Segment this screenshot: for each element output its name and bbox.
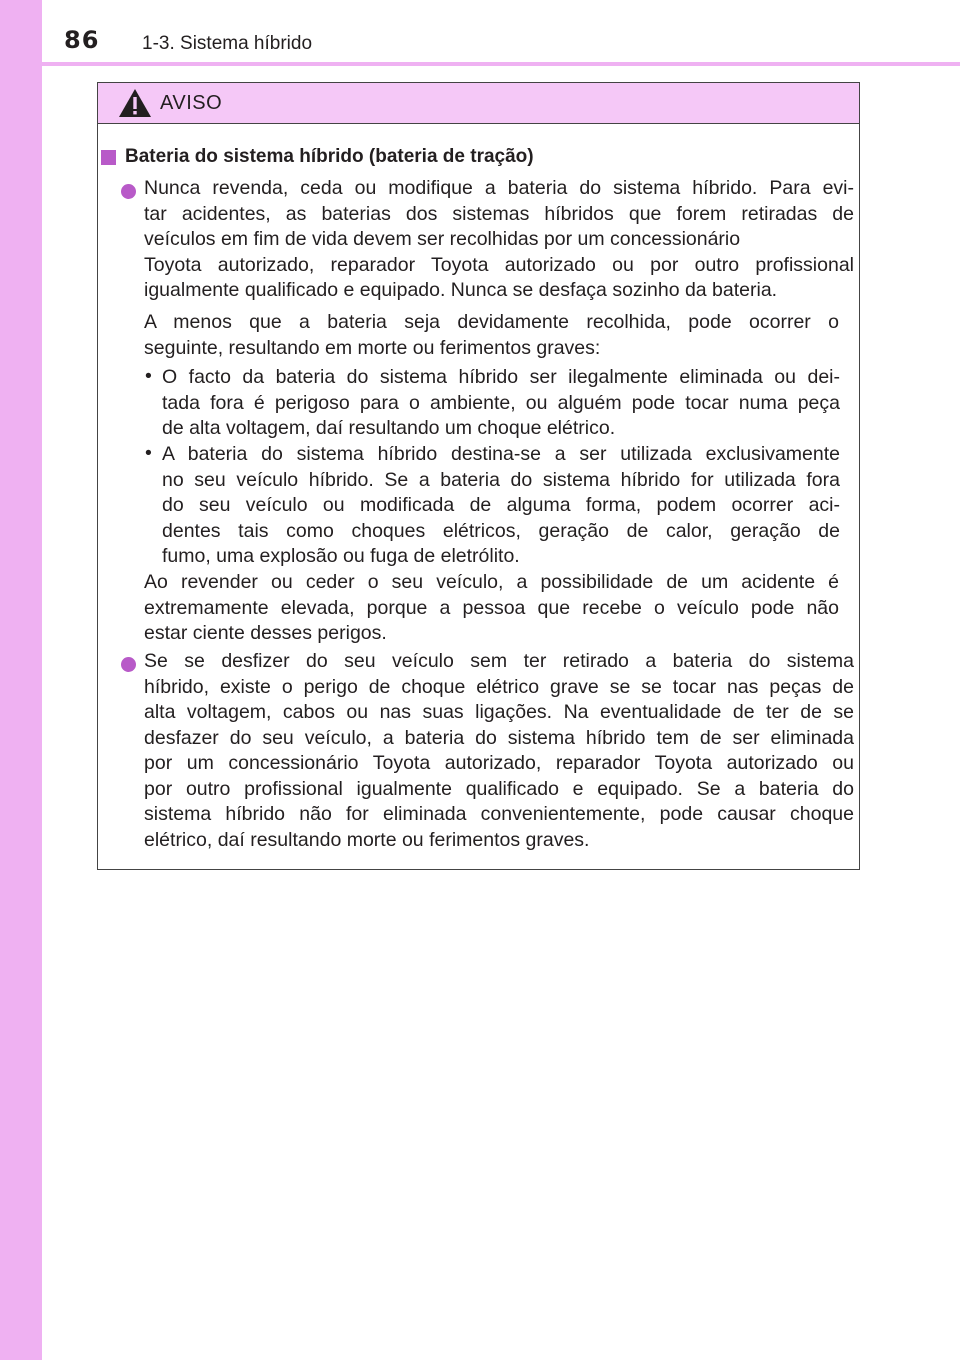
item2-text	[144, 649, 854, 853]
text-line: híbrido, existe o perigo de choque elétrico grave se se tocar nas peças de	[144, 675, 854, 698]
text-line: Toyota autorizado, reparador Toyota autorizado ou por outro profissional	[144, 253, 854, 276]
text-line: igualmente qualificado e equipado. Nunca se desfaça sozinho da bateria.	[144, 279, 778, 301]
warning-triangle-icon	[118, 88, 152, 118]
warning-header	[98, 83, 859, 124]
text-line: dentes tais como choques elétricos, geração de calor, geração de	[162, 519, 840, 542]
item1-para3	[144, 570, 839, 647]
text-line: de alta voltagem, daí resultando um choque elétrico.	[162, 417, 616, 439]
text-line: estar ciente desses perigos.	[144, 622, 387, 644]
dot-bullet: •	[145, 365, 152, 387]
warning-box	[97, 82, 860, 870]
text-line: elétrico, daí resultando morte ou ferimentos graves.	[144, 828, 590, 851]
text-line: sistema híbrido não for eliminada convenientemente, pode causar choque	[144, 803, 854, 825]
item1-para2	[144, 310, 839, 361]
text-line: por um concessionário Toyota autorizado, reparador Toyota autorizado ou	[144, 752, 854, 774]
warning-heading	[101, 146, 534, 168]
item1-sub2	[162, 442, 840, 570]
text-line: A bateria do sistema híbrido destina-se a ser utilizada exclusivamente	[162, 443, 840, 465]
text-line: O facto da bateria do sistema híbrido ser ilegalmente eliminada ou dei-	[162, 366, 840, 388]
heading-text: Bateria do sistema híbrido (bateria de tração)	[125, 146, 534, 167]
warning-label: AVISO	[160, 91, 223, 114]
text-line: alta voltagem, cabos ou nas suas ligações. Na eventualidade de ter de se	[144, 701, 854, 723]
text-line: Se se desfizer do seu veículo sem ter retirado a bateria do sistema	[144, 650, 854, 672]
text-line: seguinte, resultando em morte ou ferimentos graves:	[144, 336, 601, 359]
text-line: desfazer do seu veículo, a bateria do sistema híbrido tem de ser eliminada	[144, 726, 854, 749]
text-line: veículos em fim de vida devem ser recolhidas por um concessionário	[144, 228, 741, 250]
text-line: extremamente elevada, porque a pessoa que recebe o veículo pode não	[144, 596, 839, 619]
text-line: fumo, uma explosão ou fuga de eletrólito.	[162, 545, 520, 567]
round-bullet-icon	[121, 657, 136, 672]
round-bullet-icon	[121, 184, 136, 199]
side-color-strip	[0, 0, 42, 1360]
page-number: 86	[64, 26, 100, 54]
text-line: A menos que a bateria seja devidamente recolhida, pode ocorrer o	[144, 311, 839, 333]
item1-text	[144, 176, 854, 304]
section-title: 1-3. Sistema híbrido	[142, 33, 313, 54]
text-line: tar acidentes, as baterias dos sistemas híbridos que forem retiradas de	[144, 202, 854, 225]
dot-bullet: •	[145, 442, 152, 464]
text-line: Nunca revenda, ceda ou modifique a bateria do sistema híbrido. Para evi-	[144, 177, 854, 199]
text-line: do seu veículo ou modificada de alguma forma, podem ocorrer aci-	[162, 494, 840, 516]
text-line: no seu veículo híbrido. Se a bateria do sistema híbrido for utilizada fora	[162, 468, 840, 491]
header-rule	[0, 62, 960, 66]
text-line: tada fora é perigoso para o ambiente, ou alguém pode tocar numa peça	[162, 391, 840, 414]
text-line: por outro profissional igualmente qualificado e equipado. Se a bateria do	[144, 777, 854, 800]
text-line: Ao revender ou ceder o seu veículo, a possibilidade de um acidente é	[144, 571, 839, 593]
square-bullet-icon	[101, 150, 116, 165]
item1-sub1	[162, 365, 840, 442]
